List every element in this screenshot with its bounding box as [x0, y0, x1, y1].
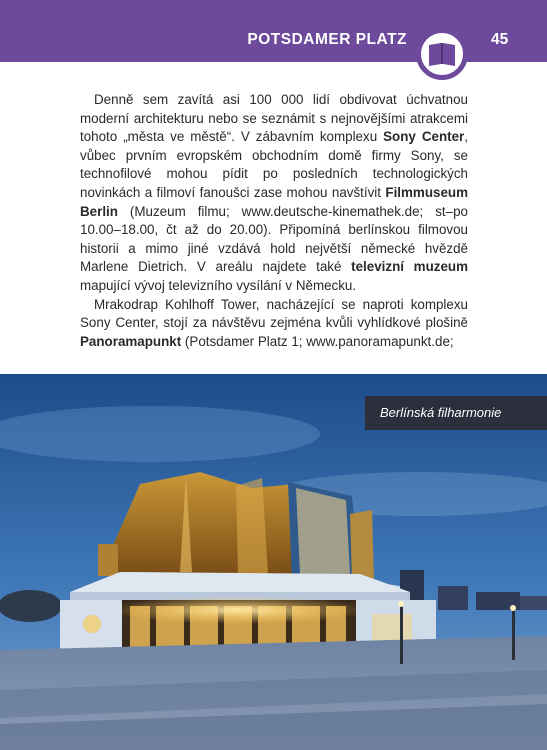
- book-badge: [416, 28, 468, 80]
- sony-center-bold: Sony Center: [383, 129, 465, 145]
- filmmuseum-bold: Filmmuseum Berlin: [80, 184, 468, 219]
- body-text: [80, 91, 468, 351]
- paragraph-2: Mrakodrap Kohlhoff Tower, nacházející se naproti komplexu Sony Center, stojí za návštěvu zejména kvůli vyhlídkové plošině Panoramapunkt (Potsdamer Platz 1; www.panoramapunkt.de;: [80, 296, 468, 349]
- book-icon: [428, 42, 456, 67]
- photo-caption-box: [365, 396, 547, 430]
- panoramapunkt-bold: Panoramapunkt: [80, 333, 182, 349]
- paragraph-1: Denně sem zavítá asi 100 000 lidí obdivovat úchvatnou moderní architekturu nebo se seznámit s nejnovějšími atrakcemi tohoto „města ve městě“. V zábavním komplexu Sony Center, vůbec prvním evropském obchodním domě firmy Sony, se technofilové mohou pídit po posledních technologických novinkách a filmoví fanoušci zase mohou navštívit Filmmuseum Berlin (Muzeum filmu; www.deutsche-kinemathek.de; st–po 10.00–18.00, čt až do 20.00). Připomíná berlínskou filmovou historii a mimo jiné vzdává hold největší německé hvězdě Marlene Dietrich. V areálu najdete také televizní muzeum mapující vývoj televizního vysílání v Německu.: [80, 92, 468, 293]
- photo-caption: Berlínská filharmonie: [380, 405, 502, 420]
- tv-museum-bold: televizní muzeum: [351, 259, 468, 275]
- section-title: POTSDAMER PLATZ: [247, 31, 407, 48]
- page-number: 45: [491, 31, 509, 48]
- philharmonie-photo: [0, 374, 547, 750]
